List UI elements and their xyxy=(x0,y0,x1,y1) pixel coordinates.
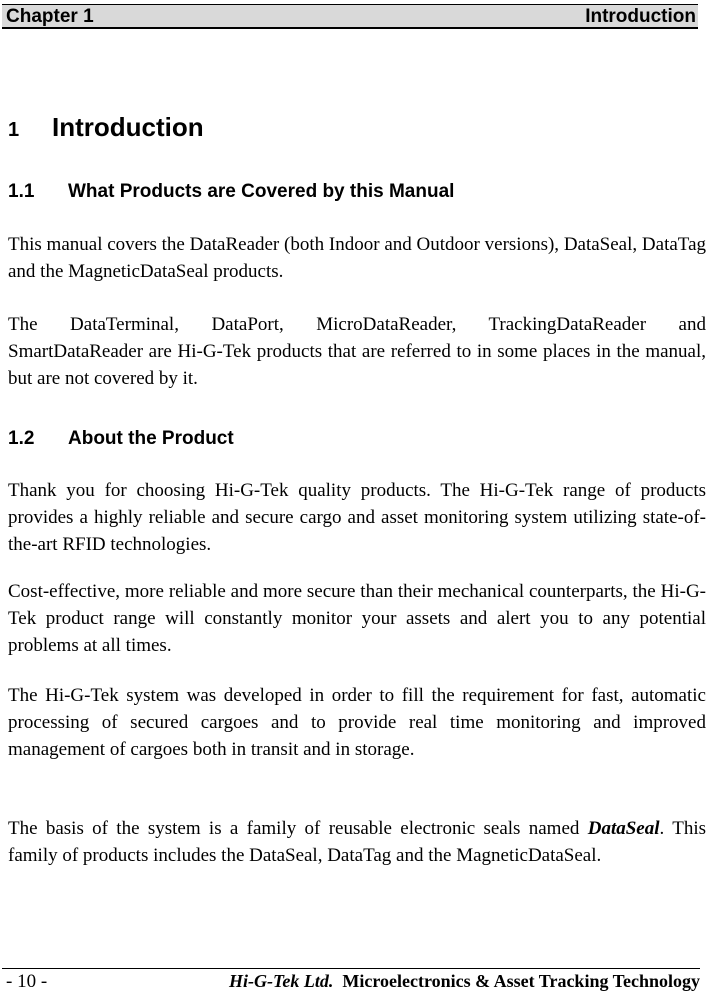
section-1-1-title: What Products are Covered by this Manual xyxy=(68,181,455,202)
section-1-number: 1 xyxy=(8,119,20,141)
company-name: Hi-G-Tek Ltd. xyxy=(229,971,334,991)
paragraph-thank-you: Thank you for choosing Hi-G-Tek quality products. The Hi-G-Tek range of products provides a highly reliable and secure cargo and asset monitoring system utilizing state-of-the-art RFID technologies. xyxy=(8,480,706,555)
section-1-2-heading xyxy=(8,428,234,450)
section-1-1-heading xyxy=(8,181,454,203)
chapter-label: Chapter 1 xyxy=(6,6,94,27)
section-1-title: Introduction xyxy=(52,112,204,142)
paragraph-system-basis xyxy=(8,815,706,869)
section-1-2-title: About the Product xyxy=(68,428,234,449)
company-tagline: Microelectronics & Asset Tracking Technology xyxy=(342,971,700,991)
footer-divider xyxy=(2,968,700,969)
section-1-1-number: 1.1 xyxy=(8,181,35,202)
basis-text-start: The basis of the system is a family of reusable electronic seals named xyxy=(8,818,588,839)
paragraph-system-developed: The Hi-G-Tek system was developed in order to fill the requirement for fast, automatic processing of secured cargoes and to provide real time monitoring and improved management of cargoes both in transit and in storage. xyxy=(8,685,706,760)
page-number: - 10 - xyxy=(6,971,48,992)
paragraph-products-covered: This manual covers the DataReader (both Indoor and Outdoor versions), DataSeal, DataTag and the MagneticDataSeal products. xyxy=(8,234,706,282)
dataseal-emphasis: DataSeal xyxy=(587,818,660,839)
paragraph-products-not-covered: The DataTerminal, DataPort, MicroDataReader, TrackingDataReader and SmartDataReader are Hi-G-Tek products that are referred to in some places in the manual, but are not covered by it. xyxy=(8,314,706,389)
section-1-2-number: 1.2 xyxy=(8,428,35,449)
footer-company xyxy=(229,971,700,992)
chapter-header xyxy=(2,4,698,29)
basis-text-end: . This family of products includes the DataSeal, DataTag and the MagneticDataSeal. xyxy=(8,818,706,866)
chapter-title: Introduction xyxy=(585,6,696,27)
paragraph-cost-effective: Cost-effective, more reliable and more secure than their mechanical counterparts, the Hi-G-Tek product range will constantly monitor your assets and alert you to any potential problems at all times. xyxy=(8,581,706,656)
